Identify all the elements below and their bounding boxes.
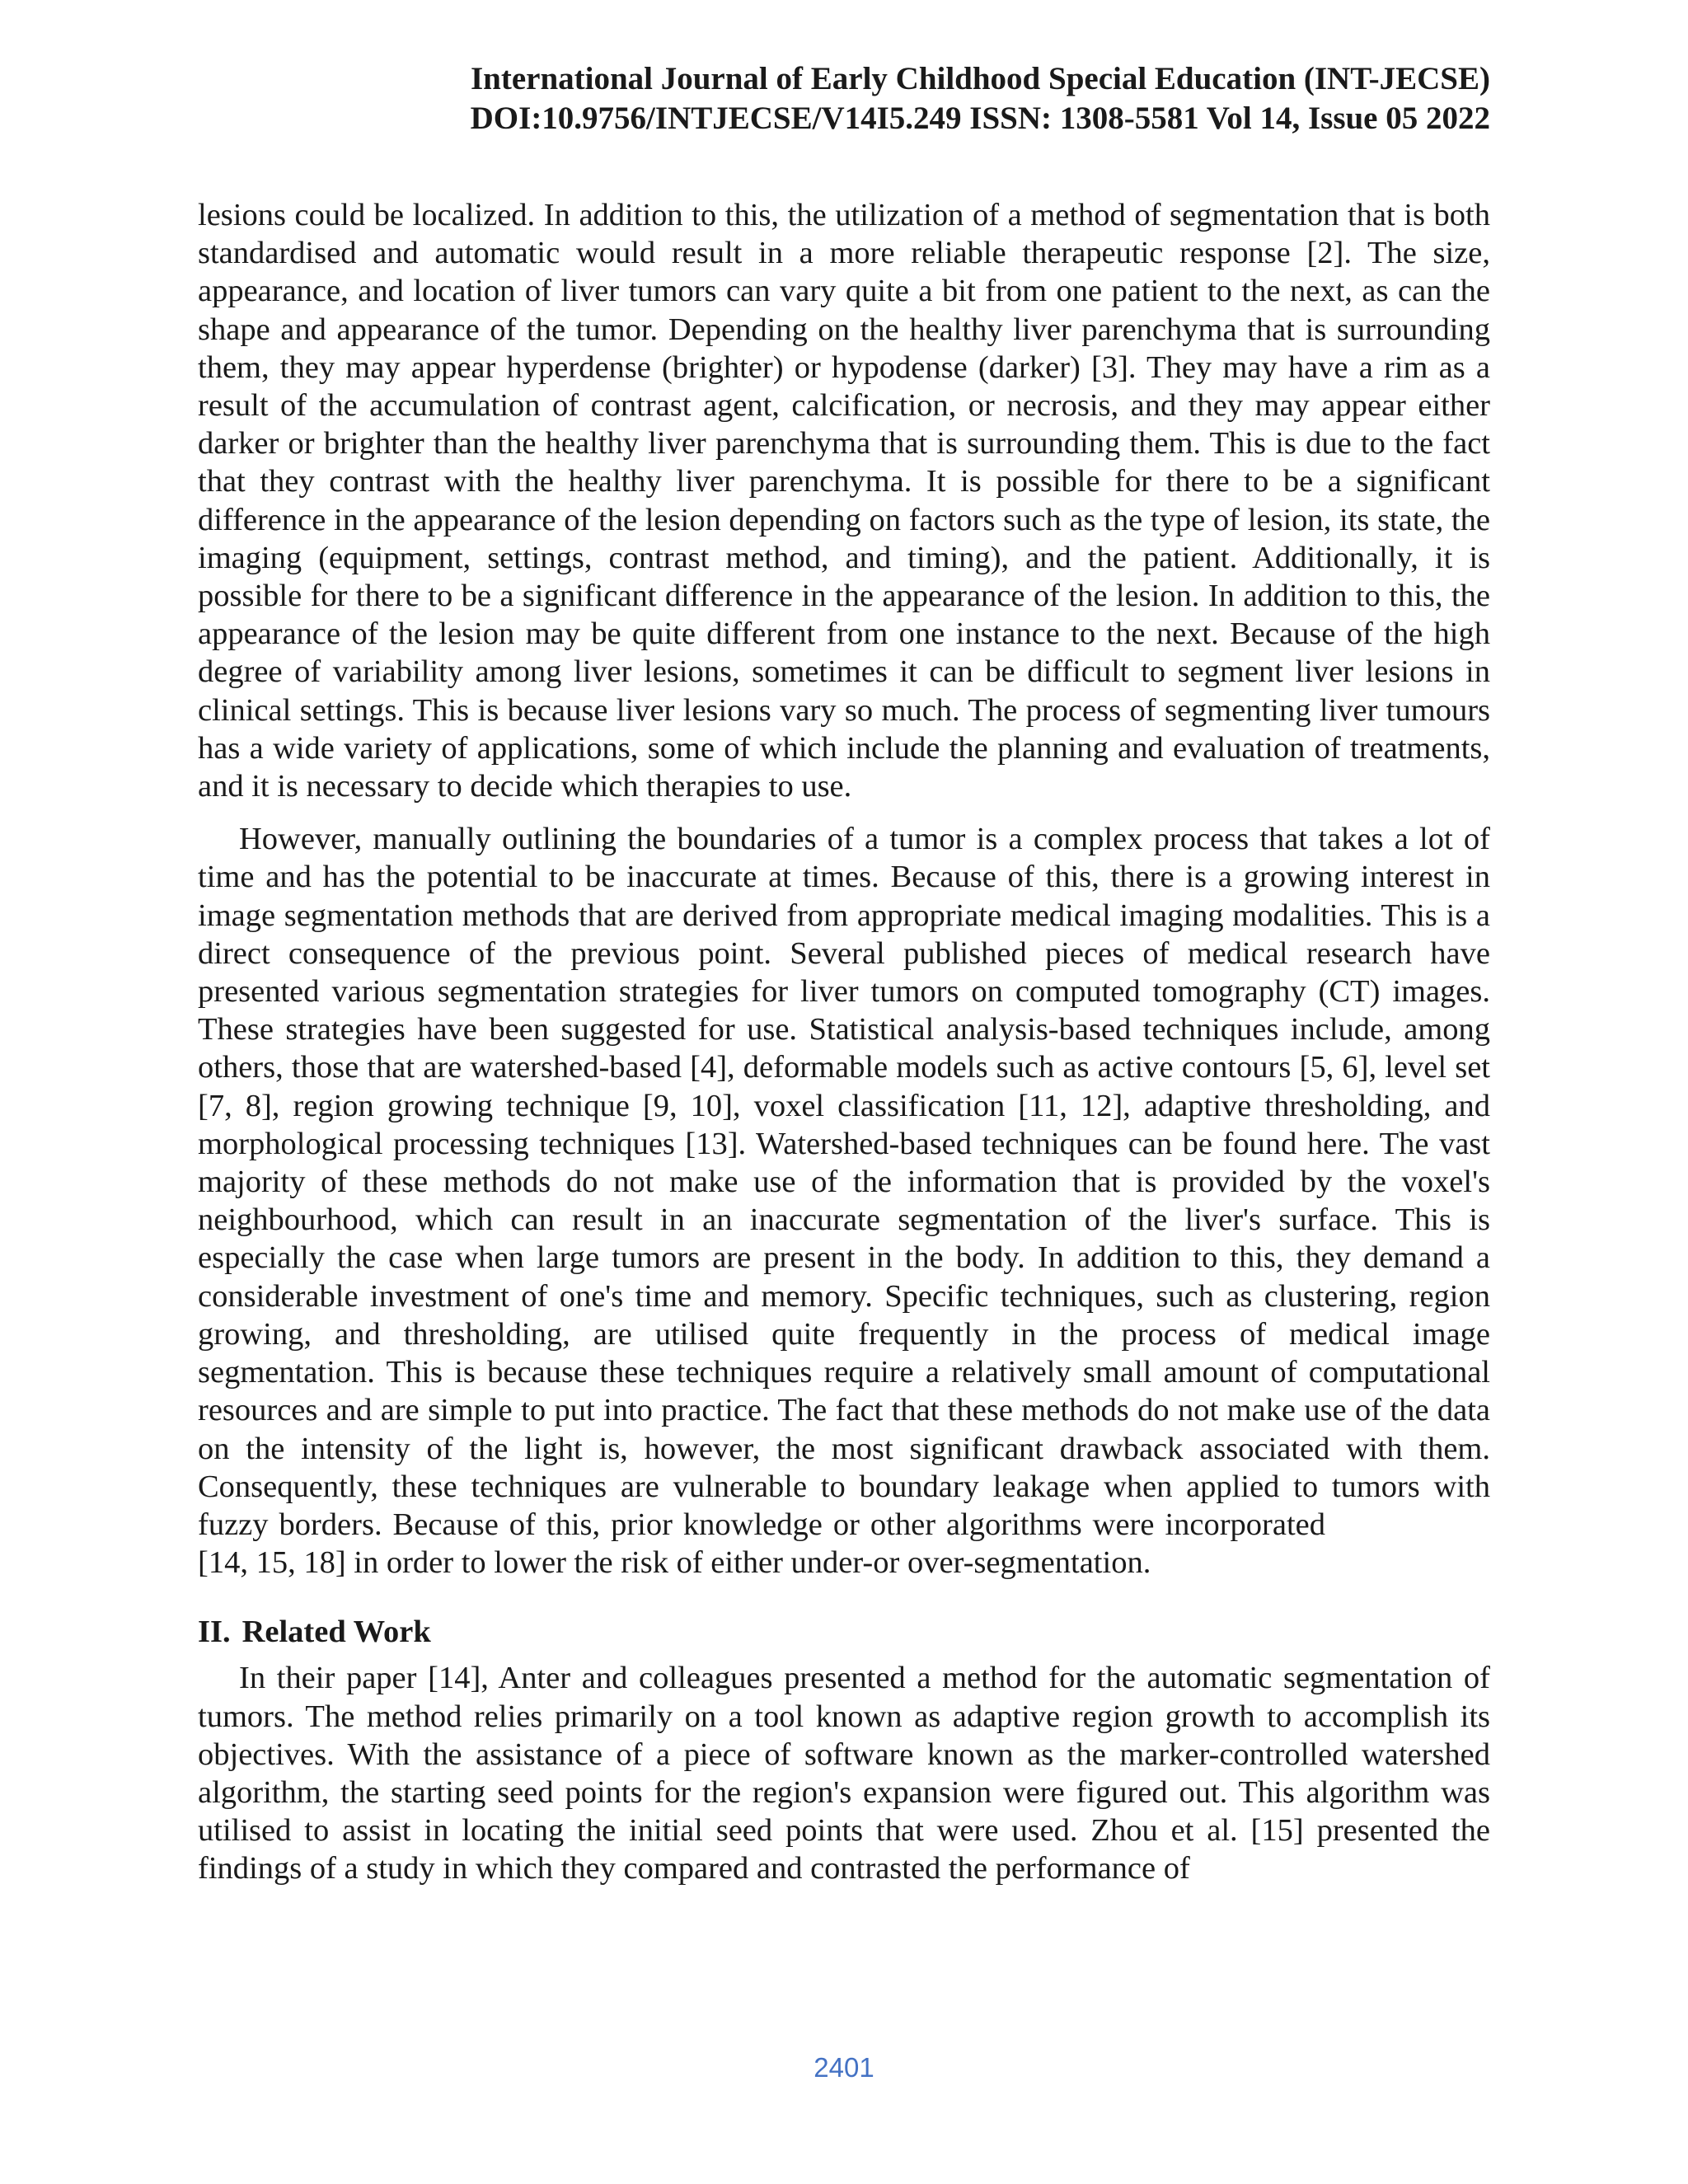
running-header (198, 59, 1490, 138)
section-title: Related Work (241, 1615, 431, 1650)
body-paragraph-2-text: However, manually outlining the boundaries of a tumor is a complex process that takes a lot of time and has the potential to be inaccurate at times. Because of this, there is a growing interest in image segmentation methods that are derived from appropriate medical imaging modalities. This is a direct consequence of the previous point. Several published pieces of medical research have presented various segmentation strategies for liver tumors on computed tomography (CT) images. These strategies have been suggested for use. Statistical analysis-based techniques include, among others, those that are watershed-based [4], deformable models such as active contours [5, 6], level set [7, 8], region growing technique [9, 10], voxel classification [11, 12], adaptive thresholding, and morphological processing techniques [13]. Watershed-based techniques can be found here. The vast majority of these methods do not make use of the information that is provided by the voxel's neighbourhood, which can result in an inaccurate segmentation of the liver's surface. This is especially the case when large tumors are present in the body. In addition to this, they demand a considerable investment of one's time and memory. Specific techniques, such as clustering, region growing, and thresholding, are utilised quite frequently in the process of medical image segmentation. This is because these techniques require a relatively small amount of computational resources and are simple to put into practice. The fact that these methods do not make use of the data on the intensity of the light is, however, the most significant drawback associated with them. Consequently, these techniques are vulnerable to boundary leakage when applied to tumors with fuzzy borders. Because of this, prior knowledge or other algorithms were incorporated (198, 822, 1490, 1542)
doi-issn-line: DOI:10.9756/INTJECSE/V14I5.249 ISSN: 1308-5581 Vol 14, Issue 05 2022 (470, 101, 1490, 136)
page-number: 2401 (814, 2052, 874, 2083)
body-paragraph-2-citation-text: [14, 15, 18] in order to lower the risk of either under-or over-segmentation. (198, 1545, 1151, 1581)
body-paragraph-2 (198, 820, 1490, 1582)
section-number: II. (198, 1615, 231, 1650)
journal-title: International Journal of Early Childhood Special Education (INT-JECSE) (470, 61, 1490, 96)
body-paragraph-1: lesions could be localized. In addition to this, the utilization of a method of segmentation that is both standardised and automatic would result in a more reliable therapeutic response [2]. The size, appearance, and location of liver tumors can vary quite a bit from one patient to the next, as can the shape and appearance of the tumor. Depending on the healthy liver parenchyma that is surrounding them, they may appear hyperdense (brighter) or hypodense (darker) [3]. They may have a rim as a result of the accumulation of contrast agent, calcification, or necrosis, and they may appear either darker or brighter than the healthy liver parenchyma that is surrounding them. This is due to the fact that they contrast with the healthy liver parenchyma. It is possible for there to be a significant difference in the appearance of the lesion depending on factors such as the type of lesion, its state, the imaging (equipment, settings, contrast method, and timing), and the patient. Additionally, it is possible for there to be a significant difference in the appearance of the lesion. In addition to this, the appearance of the lesion may be quite different from one instance to the next. Because of the high degree of variability among liver lesions, sometimes it can be difficult to segment liver lesions in clinical settings. This is because liver lesions vary so much. The process of segmenting liver tumours has a wide variety of applications, some of which include the planning and evaluation of treatments, and it is necessary to decide which therapies to use. (198, 198, 1490, 804)
article-body (198, 196, 1490, 1888)
body-paragraph-3: In their paper [14], Anter and colleagues presented a method for the automatic segmentation of tumors. The method relies primarily on a tool known as adaptive region growth to accomplish its objectives. With the assistance of a piece of software known as the marker-controlled watershed algorithm, the starting seed points for the region's expansion were figured out. This algorithm was utilised to assist in locating the initial seed points that were used. Zhou et al. [15] presented the findings of a study in which they compared and contrasted the performance of (198, 1661, 1490, 1886)
section-heading (198, 1613, 1490, 1651)
